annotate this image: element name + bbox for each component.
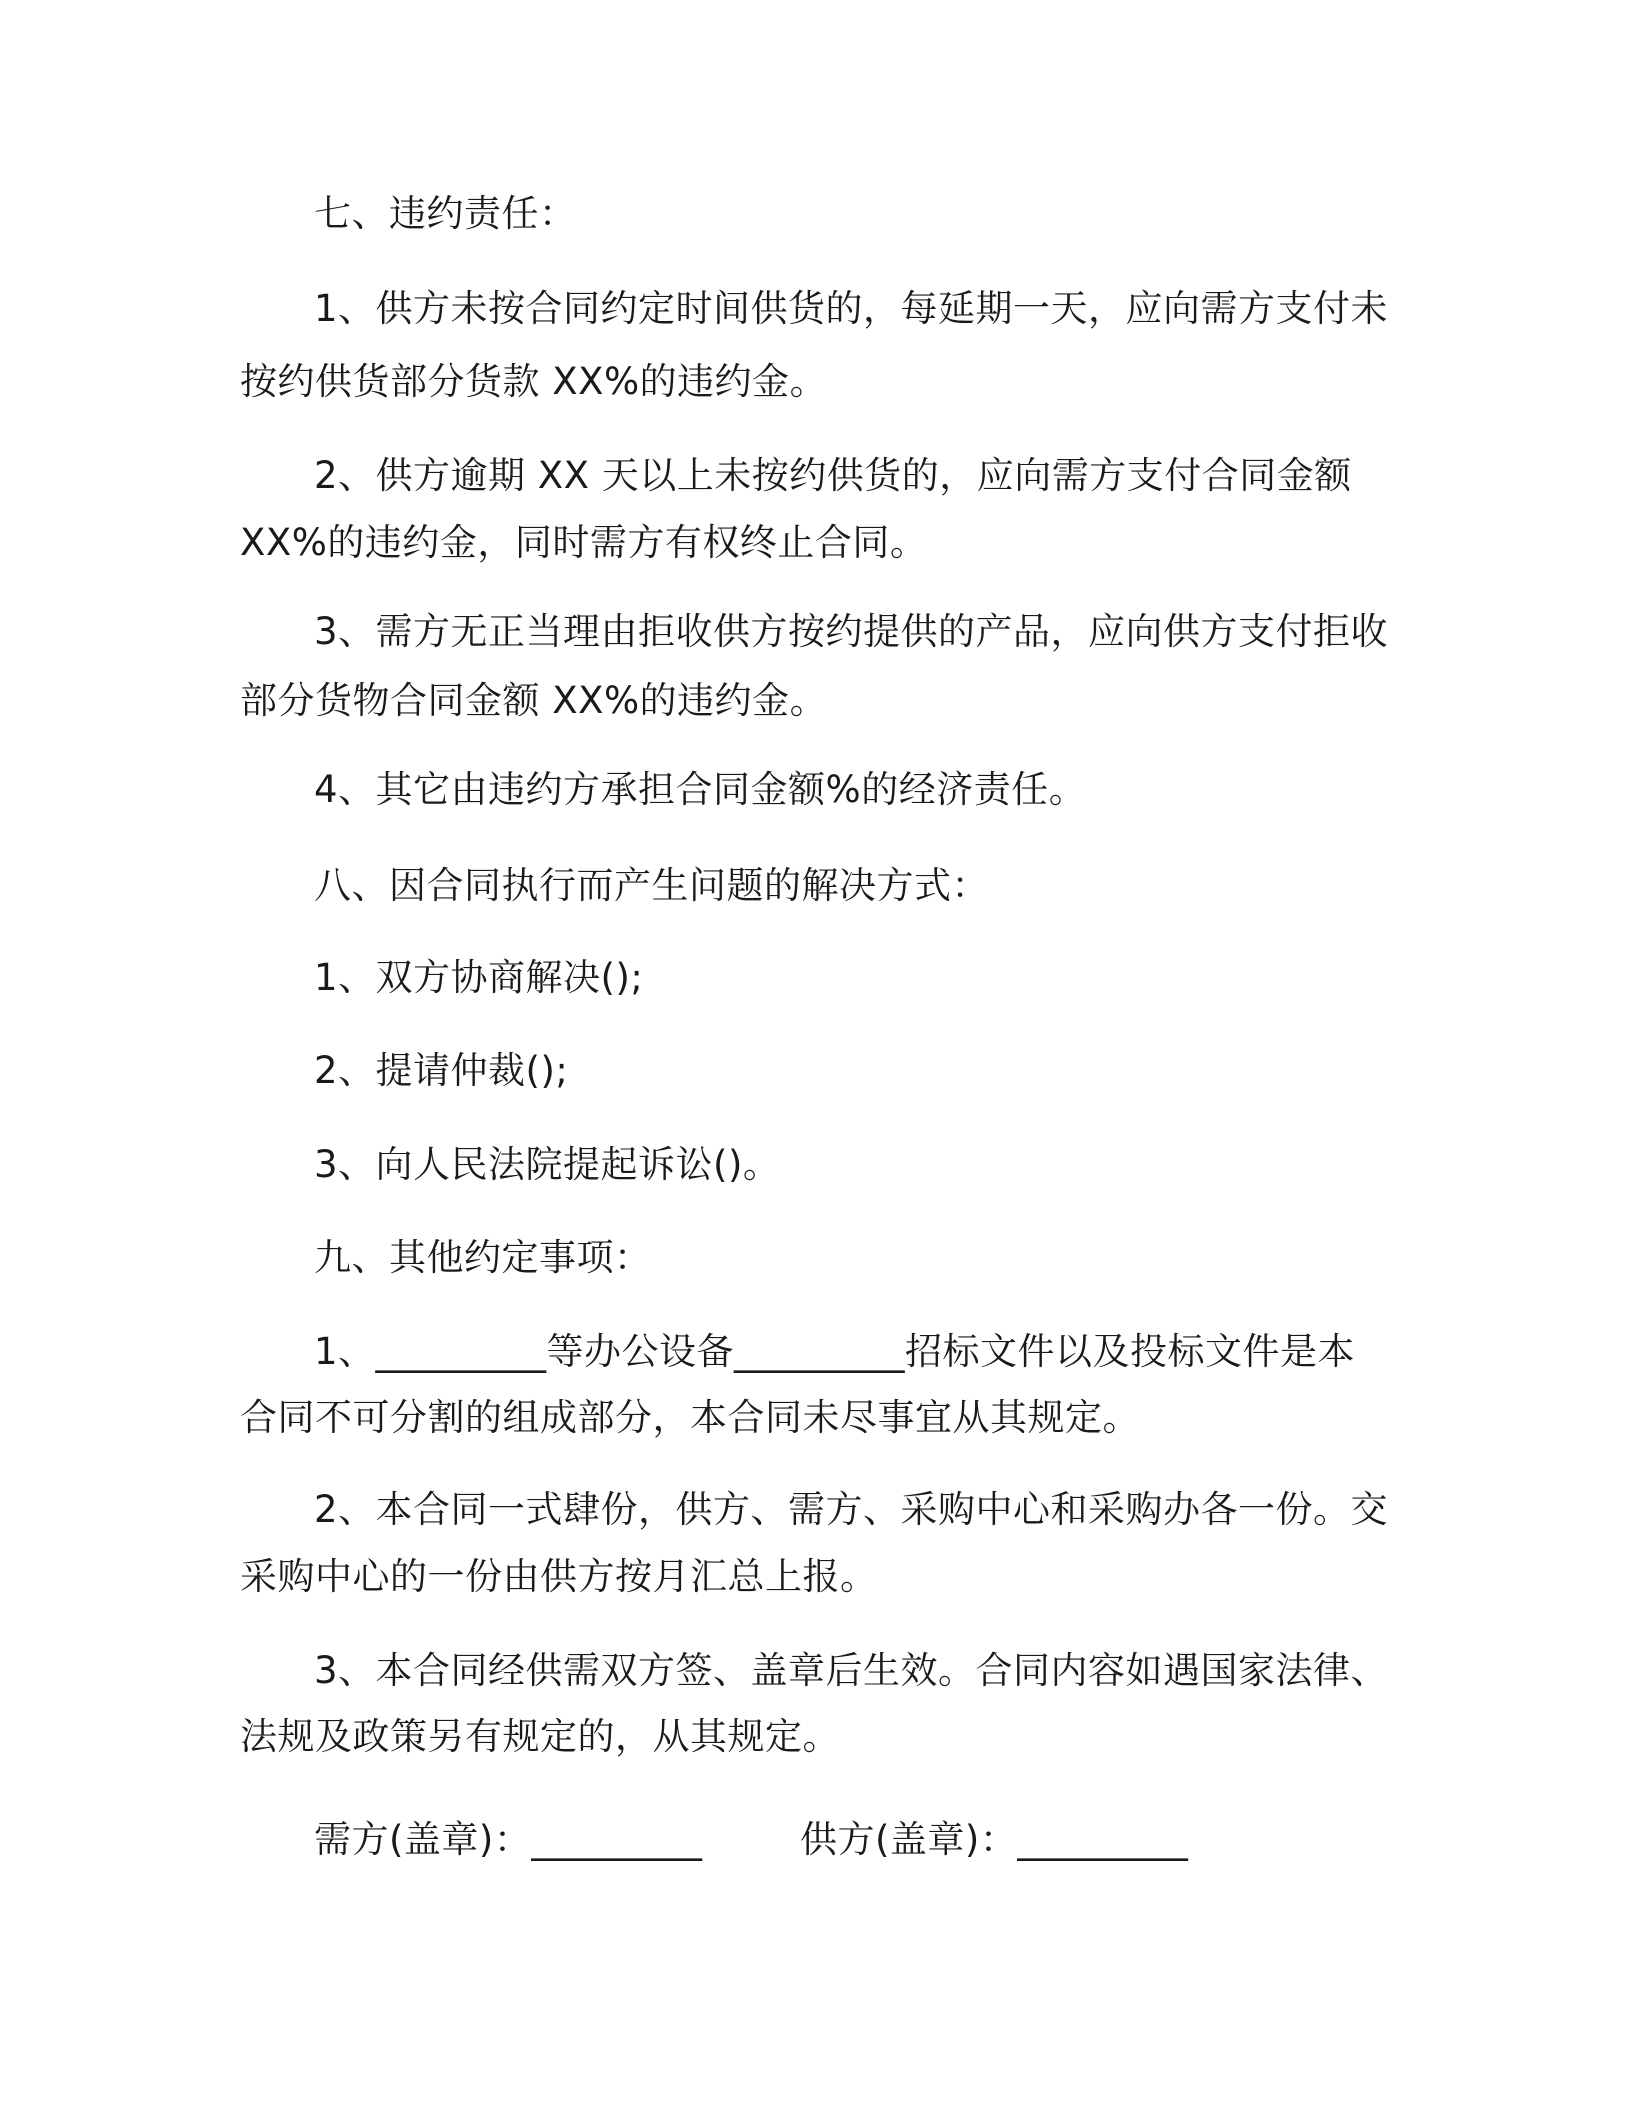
section-8-heading: 八、因合同执行而产生问题的解决方式： xyxy=(314,864,989,907)
section-7-item-3-line-2: 部分货物合同金额 XX%的违约金。 xyxy=(240,679,828,722)
section-7-item-2-line-1: 2、供方逾期 XX 天以上未按约供货的，应向需方支付合同金额 xyxy=(314,454,1352,497)
section-8-item-1: 1、双方协商解决(); xyxy=(314,956,644,999)
section-7-item-3-line-1: 3、需方无正当理由拒收供方按约提供的产品，应向供方支付拒收 xyxy=(314,610,1389,653)
section-7-heading: 七、违约责任： xyxy=(314,192,577,235)
supplier-signature-line: 供方(盖章)：_________ xyxy=(800,1818,1189,1861)
section-9-item-3-line-1: 3、本合同经供需双方签、盖章后生效。合同内容如遇国家法律、 xyxy=(314,1649,1389,1692)
section-7-item-1-line-2: 按约供货部分货款 XX%的违约金。 xyxy=(240,360,828,403)
section-9-item-2-line-1: 2、本合同一式肆份，供方、需方、采购中心和采购办各一份。交 xyxy=(314,1488,1389,1531)
buyer-signature-line: 需方(盖章)：_________ xyxy=(314,1818,703,1861)
section-7-item-4: 4、其它由违约方承担合同金额%的经济责任。 xyxy=(314,768,1087,811)
section-9-item-1-line-2: 合同不可分割的组成部分，本合同未尽事宜从其规定。 xyxy=(240,1396,1140,1439)
section-7-item-2-line-2: XX%的违约金，同时需方有权终止合同。 xyxy=(240,521,928,564)
section-9-item-3-line-2: 法规及政策另有规定的，从其规定。 xyxy=(240,1715,840,1758)
section-9-heading: 九、其他约定事项： xyxy=(314,1236,652,1279)
section-8-item-3: 3、向人民法院提起诉讼()。 xyxy=(314,1143,781,1186)
section-8-item-2: 2、提请仲裁(); xyxy=(314,1049,569,1092)
section-9-item-1-line-1: 1、_________等办公设备_________招标文件以及投标文件是本 xyxy=(314,1330,1356,1373)
section-7-item-1-line-1: 1、供方未按合同约定时间供货的，每延期一天，应向需方支付未 xyxy=(314,287,1389,330)
section-9-item-2-line-2: 采购中心的一份由供方按月汇总上报。 xyxy=(240,1555,878,1598)
